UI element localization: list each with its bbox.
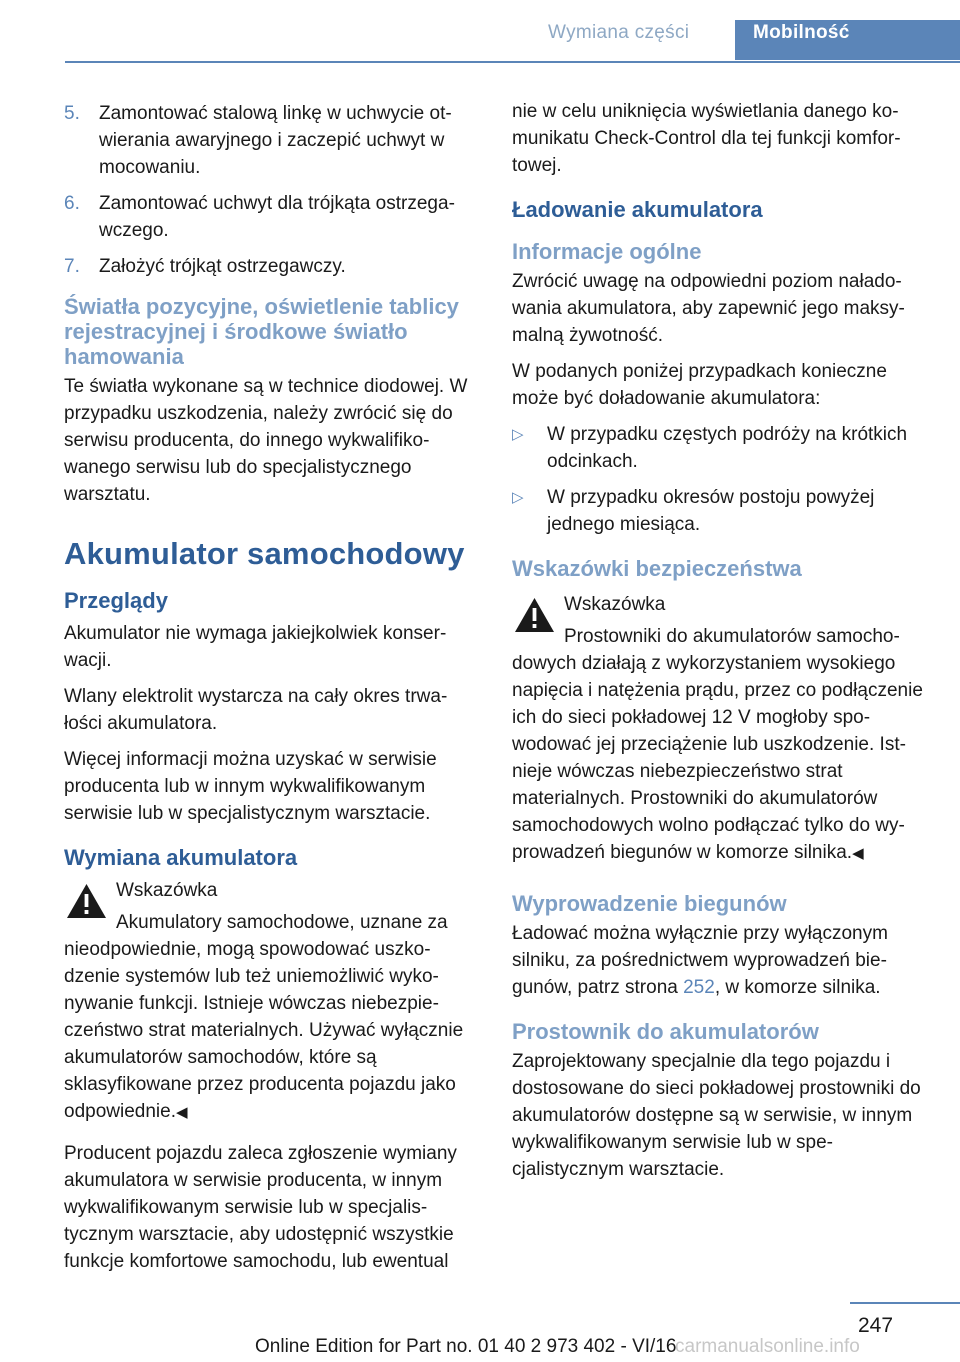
charger-text: Zaprojektowany specjalnie dla tego pojazdu i dostosowane do sieci pokładowej prostowniki do akumulatorów dostępne są w serwisie, w innym wykwalifikowanym serwisie lub w specjalistycznym warsztacie. xyxy=(512,1051,921,1180)
header-chapter-tab: Mobilność xyxy=(735,20,960,60)
step-item xyxy=(64,253,477,280)
warning-note xyxy=(512,591,925,867)
lights-heading: Światła pozycyjne, oświetlenie tablicy rejestracyjnej i środkowe światło hamowania xyxy=(64,294,459,369)
step-text: Zamontować uchwyt dla trójkąta ostrzegawczego. xyxy=(99,193,455,241)
left-column xyxy=(64,100,477,1284)
terminals-text xyxy=(512,920,925,1001)
charging-heading: Ładowanie akumulatora xyxy=(512,197,763,222)
terminals-heading: Wyprowadzenie biegunów xyxy=(512,891,787,916)
terminals-text-before: Ładować można wyłącznie przy wyłączonym silniku, za pośrednictwem wyprowadzeń biegunów, patrz strona xyxy=(512,923,888,998)
watermark: carmanualsonline.info xyxy=(675,1336,860,1357)
end-mark-icon: ◀ xyxy=(852,845,864,862)
bullet-arrow-icon: ▷ xyxy=(512,489,524,506)
warning-body xyxy=(64,909,477,1126)
list-item-text: W przypadku częstych podróży na krótkich odcinkach. xyxy=(547,424,908,472)
step-number: 5. xyxy=(64,103,80,124)
list-item xyxy=(512,484,925,538)
general-info-heading: Informacje ogólne xyxy=(512,239,702,264)
step-number: 7. xyxy=(64,256,80,277)
warning-title: Wskazówka xyxy=(564,594,666,615)
lights-text: Te światła wykonane są w technice diodowej. W przypadku uszkodzenia, należy zwrócić się do serwisu producenta, do innego wykwalifikowanego serwisu lub do specjalistycznego warsztatu. xyxy=(64,376,468,505)
warning-triangle-icon xyxy=(512,595,557,635)
charger-heading: Prostownik do akumulatorów xyxy=(512,1019,819,1044)
warning-note xyxy=(64,877,477,1126)
replace-battery-heading: Wymiana akumulatora xyxy=(64,845,298,870)
general-paragraph-1: Zwrócić uwagę na odpowiedni poziom naładowania akumulatora, aby zapewnić jego maksymalną żywotność. xyxy=(512,271,905,346)
general-paragraph-2: W podanych poniżej przypadkach konieczne może być doładowanie akumulatora: xyxy=(512,361,887,409)
step-number: 6. xyxy=(64,193,80,214)
right-column xyxy=(512,98,925,1192)
replace-battery-text: Producent pojazdu zaleca zgłoszenie wymiany akumulatora w serwisie producenta, w innym wykwalifikowanym serwisie lub w specjalistycznym warsztacie, aby udostępnić wszystkie funkcje komfortowe samochodu, lub ewentual xyxy=(64,1143,457,1272)
header-divider xyxy=(65,61,960,63)
step-item xyxy=(64,100,477,181)
step-text: Założyć trójkąt ostrzegawczy. xyxy=(99,256,346,277)
terminals-text-after: , w komorze silnika. xyxy=(714,977,881,998)
inspections-heading: Przeglądy xyxy=(64,588,168,613)
warning-text: Akumulatory samochodowe, uznane za nieodpowiednie, mogą spowodować uszkodzenie systemów lub też uniemożliwić wykonywanie funkcji. Istnieje wówczas niebezpieczeństwo strat materialnych. Używać wyłącznie akumulatorów samochodów, które są sklasyfikowane przez producenta pojazdu jako odpowiednie. xyxy=(64,912,464,1122)
footer-divider xyxy=(850,1302,960,1304)
list-item xyxy=(512,421,925,475)
step-item xyxy=(64,190,477,244)
page-number: 247 xyxy=(858,1314,894,1337)
edition-info: Online Edition for Part no. 01 40 2 973 402 - VI/16 xyxy=(255,1336,677,1357)
bullet-arrow-icon: ▷ xyxy=(512,426,524,443)
end-mark-icon: ◀ xyxy=(175,1104,188,1121)
inspections-paragraph-3: Więcej informacji można uzyskać w serwisie producenta lub w innym wykwalifikowanym serwisie lub w specjalistycznym warsztacie. xyxy=(64,749,437,824)
warning-triangle-icon xyxy=(64,881,109,921)
page-reference-link[interactable]: 252 xyxy=(683,977,715,998)
conditions-list xyxy=(512,421,925,538)
step-text: Zamontować stalową linkę w uchwycie otwierania awaryjnego i zaczepić uchwyt w mocowaniu. xyxy=(99,103,452,178)
inspections-paragraph-1: Akumulator nie wymaga jakiejkolwiek konserwacji. xyxy=(64,623,447,671)
list-item-text: W przypadku okresów postoju powyżej jednego miesiąca. xyxy=(547,487,875,535)
warning-title: Wskazówka xyxy=(116,880,218,901)
inspections-paragraph-2: Wlany elektrolit wystarcza na cały okres trwałości akumulatora. xyxy=(64,686,448,734)
warning-text: Prostowniki do akumulatorów samochodowych działają z wykorzystaniem wysokiego napięcia i natężenia prądu, przez co podłączenie ich do sieci pokładowej 12 V mogłoby spowodować jej przeciążenie lub uszkodzenie. Istnieje wówczas niebezpieczeństwo strat materialnych. Prostowniki do akumulatorów samochodowych wolno podłączać tylko do wyprowadzeń biegunów w komorze silnika. xyxy=(512,626,923,863)
battery-title: Akumulator samochodowy xyxy=(64,536,465,571)
header-section-title: Wymiana części xyxy=(548,22,690,43)
steps-list xyxy=(64,100,477,280)
safety-heading: Wskazówki bezpieczeństwa xyxy=(512,556,802,581)
warning-body xyxy=(512,623,925,867)
continued-text: nie w celu uniknięcia wyświetlania danego komunikatu Check-Control dla tej funkcji komfortowej. xyxy=(512,101,901,176)
